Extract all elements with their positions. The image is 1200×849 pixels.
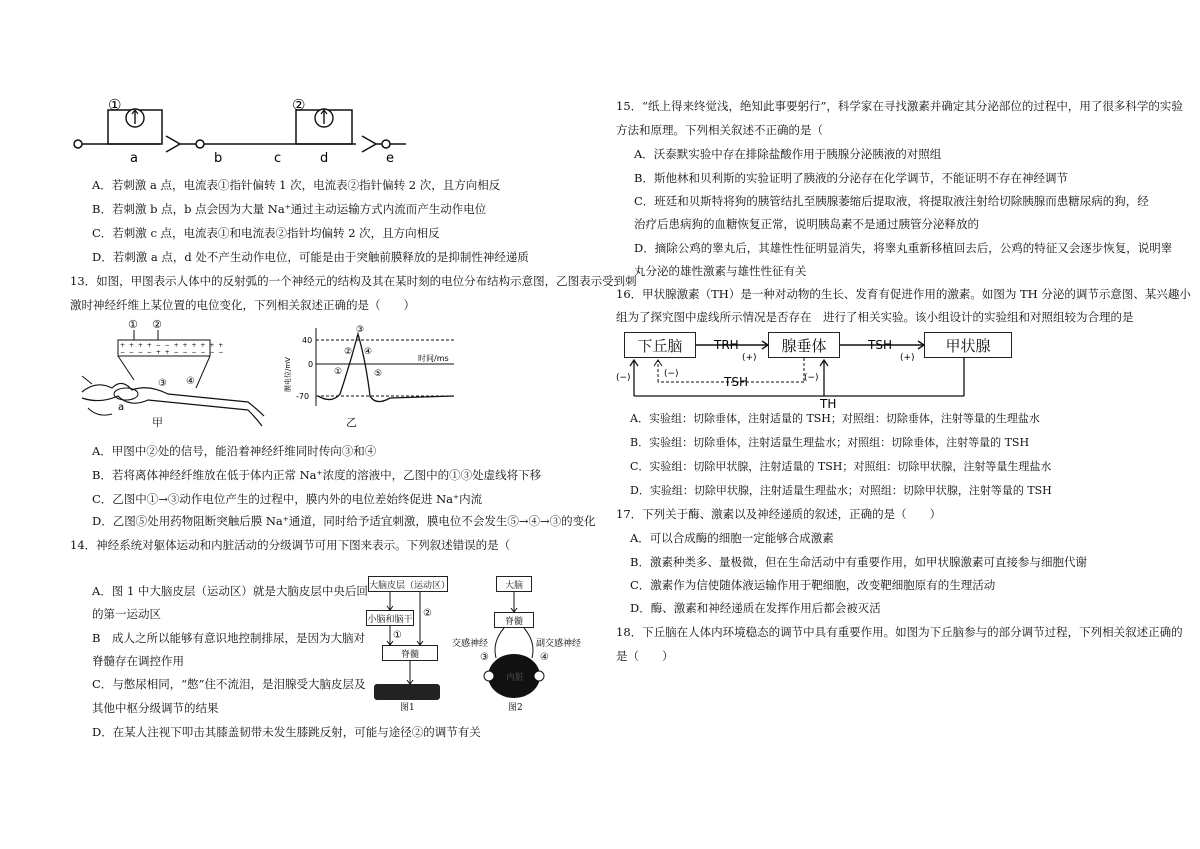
- q15-option-d1: D．摘除公鸡的睾丸后，其雄性性征明显消失，将睾丸重新移植回去后，公鸡的特征又会逐步恢复，说明睾: [634, 241, 1173, 255]
- svg-text:①: ①: [393, 630, 402, 641]
- point-a-label: a: [130, 151, 138, 166]
- point-c-label: c: [274, 151, 282, 166]
- q16-feedback-arrows: [610, 336, 1030, 408]
- q12-option-a: A．若刺激 a 点，电流表①指针偏转 1 次，电流表②指针偏转 2 次，且方向相反: [92, 178, 501, 192]
- meter-2-label: ②: [292, 96, 306, 114]
- fig1-cortex-box: 大脑皮层（运动区）: [368, 576, 448, 592]
- svg-text:③: ③: [480, 652, 489, 663]
- q18-stem-line2: 是（ ）: [616, 649, 674, 663]
- svg-text:③: ③: [158, 378, 167, 389]
- svg-text:④: ④: [540, 652, 549, 663]
- q13-stem-line1: 13．如图，甲图表示人体中的反射弧的一个神经元的结构及其在某时刻的电位分布结构示意图，乙图表示受到刺: [70, 274, 637, 288]
- svg-text:− − − − + + − − − − − −: − − − − + + − − − − − −: [120, 349, 225, 356]
- svg-text:(+): (+): [742, 353, 757, 363]
- svg-text:0: 0: [308, 360, 314, 369]
- q13-figure-jia-caption: 甲: [152, 416, 163, 429]
- svg-text:时间/ms: 时间/ms: [418, 354, 449, 363]
- fig2-caption: 图2: [508, 703, 523, 713]
- svg-text:TH: TH: [820, 397, 837, 408]
- meter-1-label: ①: [108, 96, 122, 114]
- q15-option-c2: 治疗后患病狗的血糖恢复正常，说明胰岛素不是通过胰管分泌释放的: [634, 217, 979, 231]
- svg-text:①: ①: [128, 318, 138, 331]
- q13-option-d: D．乙图⑤处用药物阻断突触后膜 Na⁺通道，同时给予适宜刺激，膜电位不会发生⑤→④→③的变化: [92, 514, 596, 528]
- fig2-spinal-box: 脊髓: [494, 612, 534, 628]
- q17-option-c: C．激素作为信使随体液运输作用于靶细胞，改变靶细胞原有的生理活动: [630, 578, 996, 592]
- fig1-caption: 图1: [400, 703, 415, 713]
- q16-option-d: D．实验组：切除甲状腺，注射适量生理盐水；对照组：切除甲状腺，注射等量的 TSH: [630, 484, 1052, 497]
- q14-line-a2: 的第一运动区: [92, 607, 161, 621]
- svg-text:a: a: [118, 402, 125, 413]
- q13-option-a: A．甲图中②处的信号，能沿着神经纤维同时传向③和④: [92, 444, 377, 458]
- q13-figure-jia: [78, 318, 268, 433]
- q14-line-a1: A．图 1 中大脑皮层（运动区）就是大脑皮层中央后回: [92, 584, 368, 598]
- svg-text:-70: -70: [296, 392, 310, 401]
- q13-figure-yi-caption: 乙: [346, 416, 357, 429]
- point-e-label: e: [386, 151, 394, 166]
- fig1-arrows: [360, 592, 460, 686]
- fig2-brain-box: 大脑: [496, 576, 532, 592]
- q15-option-c1: C．班廷和贝斯特将狗的胰管结扎至胰腺萎缩后提取液，将提取液注射给切除胰腺而患糖尿病的狗，经: [634, 194, 1149, 208]
- svg-text:TRH: TRH: [714, 338, 739, 352]
- svg-text:交感神经: 交感神经: [452, 639, 489, 649]
- q15-option-d2: 丸分泌的雄性激素与雄性性征有关: [634, 264, 807, 278]
- point-d-label: d: [320, 151, 329, 166]
- q12-option-c: C．若刺激 c 点，电流表①和电流表②指针均偏转 2 次，且方向相反: [92, 226, 440, 240]
- point-b-label: b: [214, 151, 223, 166]
- pituitary-box: 腺垂体: [768, 332, 840, 358]
- fig2-diagram: [452, 592, 582, 702]
- svg-text:内脏: 内脏: [506, 673, 525, 683]
- svg-text:(+): (+): [900, 353, 915, 363]
- q17-option-b: B．激素种类多、量极微，但在生命活动中有重要作用，如甲状腺激素可直接参与细胞代谢: [630, 555, 1087, 569]
- svg-text:膜电位/mV: 膜电位/mV: [284, 357, 292, 392]
- q16-option-a: A．实验组：切除垂体，注射适量的 TSH；对照组：切除垂体，注射等量的生理盐水: [630, 412, 1040, 425]
- q18-stem-line1: 18．下丘脑在人体内环境稳态的调节中具有重要作用。如图为下丘脑参与的部分调节过程，下列相关叙述正确的: [616, 625, 1183, 639]
- q14-line-c2: 其他中枢分级调节的结果: [92, 701, 219, 715]
- q14-line-d: D．在某人注视下叩击其膝盖韧带未发生膝跳反射，可能与途径②的调节有关: [92, 725, 481, 739]
- q13-option-c: C．乙图中①→③动作电位产生的过程中，膜内外的电位差始终促进 Na⁺内流: [92, 492, 483, 506]
- q14-line-b2: 脊髓存在调控作用: [92, 654, 184, 668]
- fig1-effector-box: 骨骼肌等效应器: [374, 684, 440, 700]
- svg-text:②: ②: [152, 318, 162, 331]
- q12-option-d: D．若刺激 a 点，d 处不产生动作电位，可能是由于突触前膜释放的是抑制性神经递质: [92, 250, 529, 264]
- fig1-cerebellum-box: 小脑和脑干: [366, 610, 414, 626]
- svg-text:③: ③: [356, 325, 365, 335]
- q13-figure-yi: [278, 322, 458, 414]
- q15-stem-line1: 15．“纸上得来终觉浅，绝知此事要躬行”，科学家在寻找激素并确定其分泌部位的过程中，用了很多科学的实验: [616, 99, 1183, 113]
- svg-text:40: 40: [302, 336, 313, 345]
- q14-line-c1: C．与憋尿相同，“憋”住不流泪，是泪腺受大脑皮层及: [92, 677, 366, 691]
- q15-stem-line2: 方法和原理。下列相关叙述不正确的是（: [616, 123, 823, 137]
- fig1-spinal-box: 脊髓: [382, 645, 438, 661]
- q16-stem-line2: 组为了探究图中虚线所示情况是否存在 进行了相关实验。该小组设计的实验组和对照组较为合理的是: [616, 310, 1134, 324]
- svg-text:①: ①: [334, 367, 343, 377]
- svg-text:(−): (−): [616, 373, 631, 383]
- thyroid-box: 甲状腺: [924, 332, 1012, 358]
- svg-text:④: ④: [186, 376, 195, 387]
- svg-text:②: ②: [423, 608, 432, 619]
- q13-option-b: B．若将离体神经纤维放在低于体内正常 Na⁺浓度的溶液中，乙图中的①③处虚线将下移: [92, 468, 542, 482]
- q16-option-b: B．实验组：切除垂体，注射适量生理盐水；对照组：切除垂体，注射等量的 TSH: [630, 436, 1030, 449]
- svg-text:TSH: TSH: [868, 338, 892, 352]
- q16-option-c: C．实验组：切除甲状腺，注射适量的 TSH；对照组：切除甲状腺，注射等量生理盐水: [630, 460, 1052, 473]
- svg-text:②: ②: [344, 347, 353, 357]
- svg-text:(−): (−): [664, 369, 679, 379]
- q17-stem: 17．下列关于酶、激素以及神经递质的叙述，正确的是（ ）: [616, 507, 942, 521]
- q13-stem-line2: 激时神经纤维上某位置的电位变化，下列相关叙述正确的是（ ）: [70, 298, 415, 312]
- svg-text:(−): (−): [804, 373, 819, 383]
- q12-nerve-diagram: [70, 96, 410, 168]
- svg-text:副交感神经: 副交感神经: [536, 639, 582, 649]
- svg-text:+ + + + − − + + + + + +: + + + + − − + + + + + +: [120, 342, 225, 349]
- q16-stem-line1: 16．甲状腺激素（TH）是一种对动物的生长、发育有促进作用的激素。如图为 TH 分泌的调节示意图、某兴趣小: [616, 287, 1191, 301]
- svg-text:⑤: ⑤: [374, 369, 383, 379]
- q12-option-b: B．若刺激 b 点，b 点会因为大量 Na⁺通过主动运输方式内流而产生动作电位: [92, 202, 487, 216]
- svg-text:TSH: TSH: [724, 375, 748, 389]
- q17-option-a: A．可以合成酶的细胞一定能够合成激素: [630, 531, 834, 545]
- q14-stem: 14．神经系统对躯体运动和内脏活动的分级调节可用下图来表示。下列叙述错误的是（: [70, 538, 511, 552]
- q14-line-b1: B 成人之所以能够有意识地控制排尿，是因为大脑对: [92, 631, 365, 645]
- q15-option-b: B．斯他林和贝利斯的实验证明了胰液的分泌存在化学调节，不能证明不存在神经调节: [634, 171, 1068, 185]
- svg-text:④: ④: [364, 347, 373, 357]
- hypothalamus-box: 下丘脑: [624, 332, 696, 358]
- q17-option-d: D．酶、激素和神经递质在发挥作用后都会被灭活: [630, 601, 881, 615]
- q15-option-a: A．沃泰默实验中存在排除盐酸作用于胰腺分泌胰液的对照组: [634, 147, 942, 161]
